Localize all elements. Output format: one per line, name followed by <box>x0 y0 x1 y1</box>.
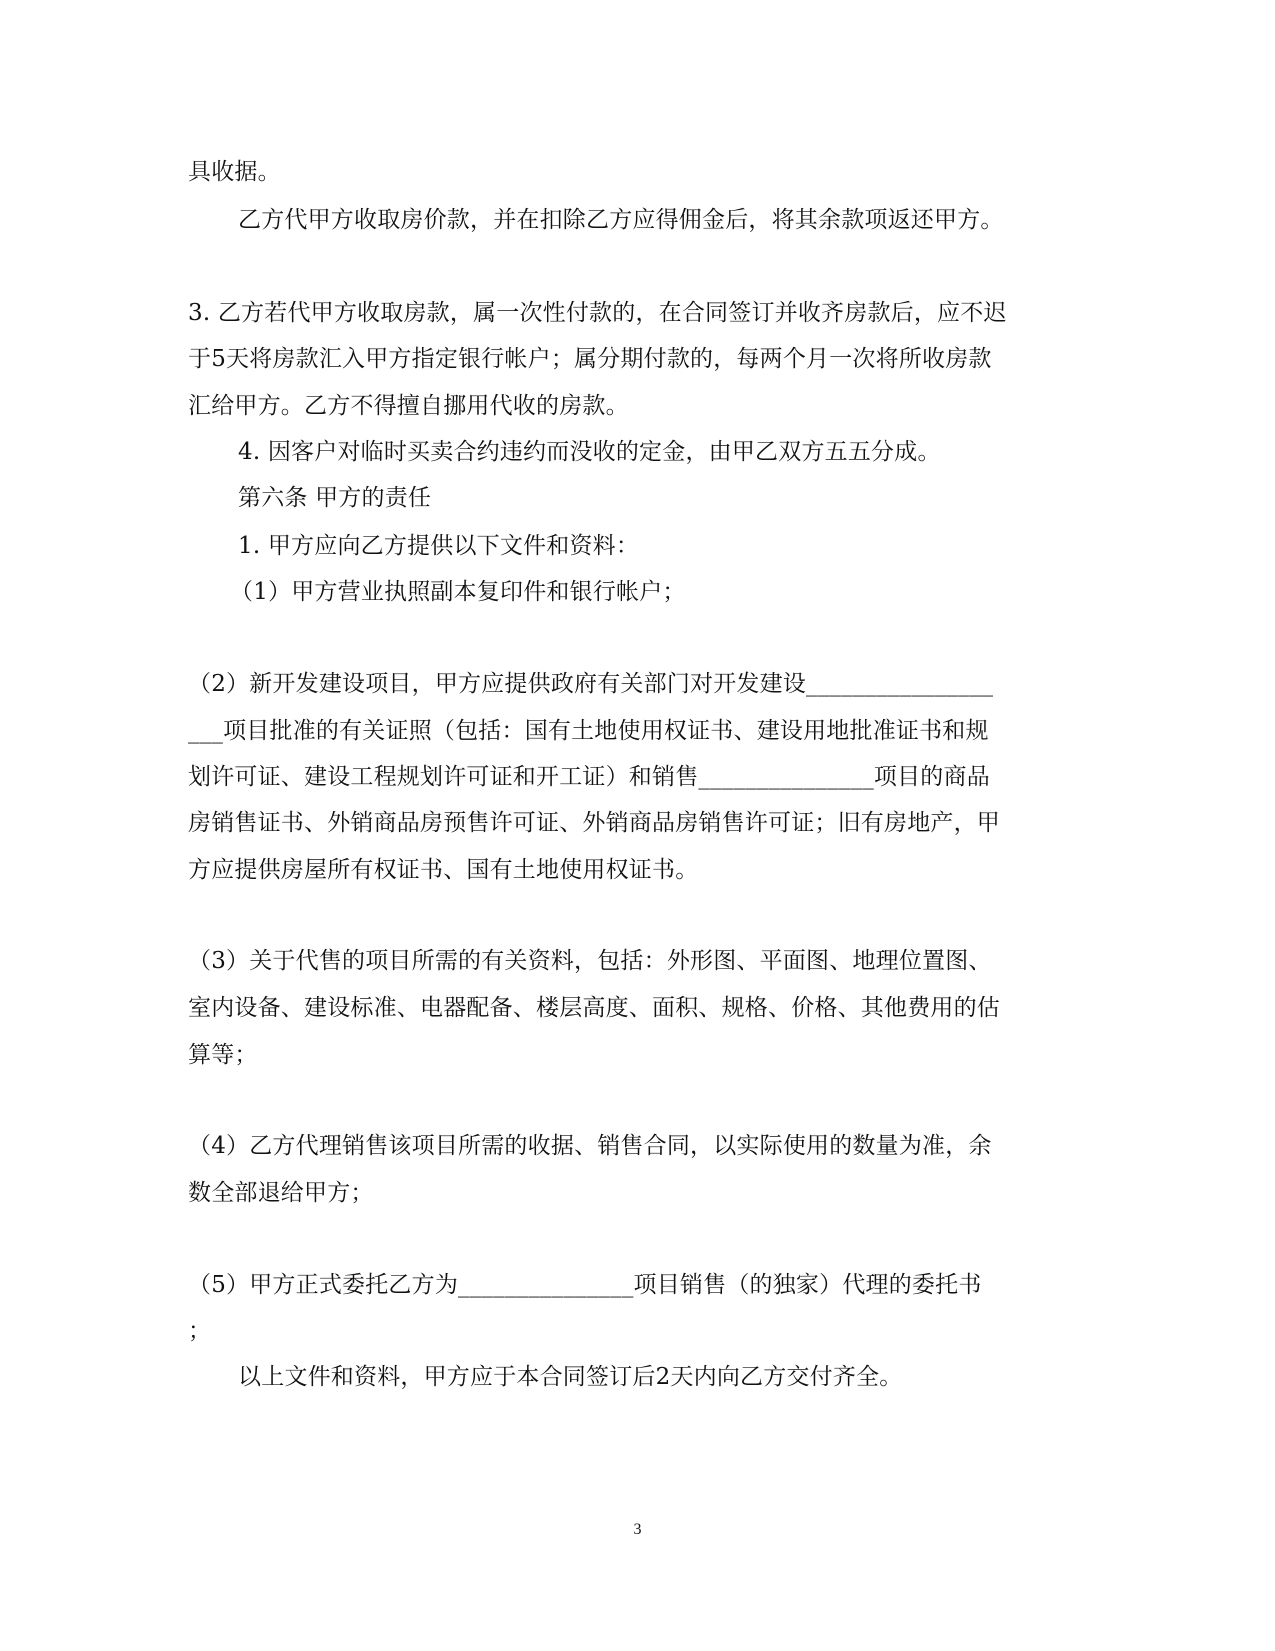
text-line-22: 以上文件和资料，甲方应于本合同签订后2天内向乙方交付齐全。 <box>238 1364 903 1390</box>
text-line-20: （5）甲方正式委托乙方为_______________项目销售（的独家）代理的委托书 <box>188 1272 982 1298</box>
section-heading: 第六条 甲方的责任 <box>238 485 432 511</box>
text-line-4: 于5天将房款汇入甲方指定银行帐户；属分期付款的，每两个月一次将所收房款 <box>188 346 992 372</box>
text-line-21: ； <box>188 1318 212 1344</box>
text-line-1: 具收据。 <box>188 159 281 185</box>
text-line-14: 方应提供房屋所有权证书、国有土地使用权证书。 <box>188 857 699 883</box>
text-line-12: 划许可证、建设工程规划许可证和开工证）和销售_______________项目的商品 <box>188 764 990 790</box>
text-line-8: 1. 甲方应向乙方提供以下文件和资料： <box>238 533 640 559</box>
text-line-5: 汇给甲方。乙方不得擅自挪用代收的房款。 <box>188 393 629 419</box>
text-line-6: 4. 因客户对临时买卖合约违约而没收的定金，由甲乙双方五五分成。 <box>238 439 941 465</box>
text-line-10: （2）新开发建设项目，甲方应提供政府有关部门对开发建设________________ <box>188 671 994 697</box>
text-line-11: ___项目批准的有关证照（包括：国有土地使用权证书、建设用地批准证书和规 <box>188 718 989 744</box>
text-line-18: （4）乙方代理销售该项目所需的收据、销售合同，以实际使用的数量为准，余 <box>188 1133 992 1159</box>
text-line-9: （1）甲方营业执照副本复印件和银行帐户； <box>230 579 686 605</box>
text-line-17: 算等； <box>188 1042 258 1068</box>
page-number: 3 <box>633 1521 642 1538</box>
text-line-13: 房销售证书、外销商品房预售许可证、外销商品房销售许可证；旧有房地产，甲 <box>188 810 1000 836</box>
text-line-19: 数全部退给甲方； <box>188 1180 374 1206</box>
text-line-15: （3）关于代售的项目所需的有关资料，包括：外形图、平面图、地理位置图、 <box>188 948 992 974</box>
text-line-3: 3. 乙方若代甲方收取房款，属一次性付款的，在合同签订并收齐房款后，应不迟 <box>188 300 1007 326</box>
text-line-16: 室内设备、建设标准、电器配备、楼层高度、面积、规格、价格、其他费用的估 <box>188 995 1000 1021</box>
text-line-2: 乙方代甲方收取房价款，并在扣除乙方应得佣金后，将其余款项返还甲方。 <box>238 207 1004 233</box>
